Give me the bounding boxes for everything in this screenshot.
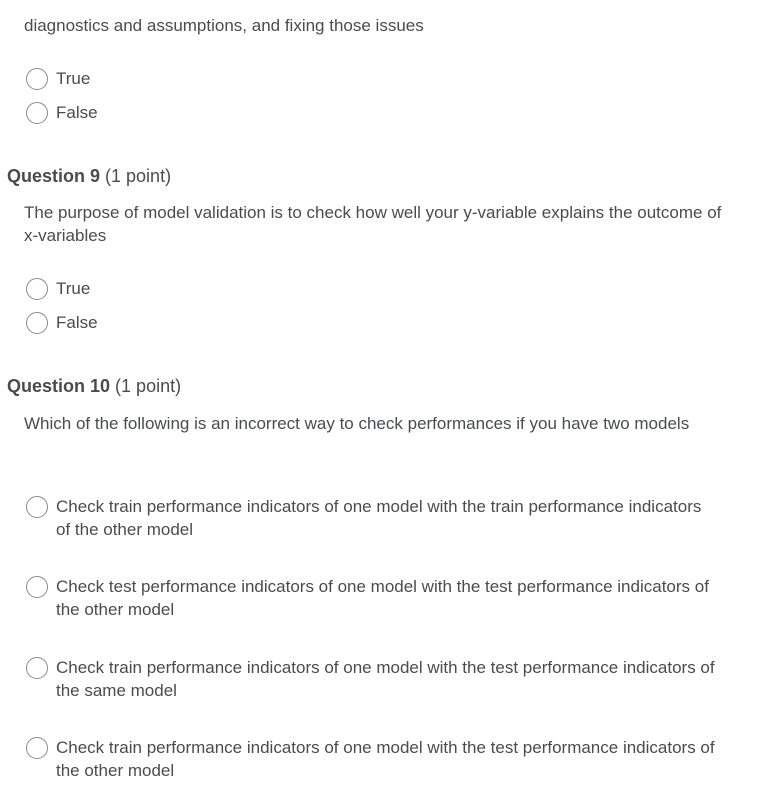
question-10-option-2[interactable] [26,575,716,621]
option-label: Check train performance indicators of one model with the test performance indicators of the other model [56,738,715,780]
question-10-option-4[interactable] [26,736,716,782]
option-label: Check train performance indicators of one model with the test performance indicators of the same model [56,658,715,700]
radio-button[interactable] [26,102,48,124]
radio-button[interactable] [26,657,48,679]
option-label: False [56,313,98,332]
question-9-stem: The purpose of model validation is to check how well your y-variable explains the outcome of x-variables [24,203,722,245]
option-label: Check train performance indicators of one model with the train performance indicators of the other model [56,497,702,539]
question-points: (1 point) [105,166,172,186]
question-10-stem: Which of the following is an incorrect way to check performances if you have two models [24,414,690,433]
radio-button[interactable] [26,68,48,90]
question-9-header [7,165,171,187]
question-10-option-3[interactable] [26,656,716,702]
question-title: Question 9 [7,166,101,186]
radio-button[interactable] [26,496,48,518]
question-8-stem: diagnostics and assumptions, and fixing those issues [24,16,424,35]
radio-button[interactable] [26,312,48,334]
option-label: True [56,279,91,298]
option-label: Check test performance indicators of one model with the test performance indicators of the other model [56,577,709,619]
question-9-option-true[interactable] [26,277,716,300]
option-label: True [56,69,91,88]
radio-button[interactable] [26,576,48,598]
radio-button[interactable] [26,737,48,759]
radio-button[interactable] [26,278,48,300]
question-10-option-1[interactable] [26,495,716,541]
option-label: False [56,103,98,122]
question-points: (1 point) [115,376,182,396]
question-9-option-false[interactable] [26,311,716,334]
question-8-option-true[interactable] [26,67,716,90]
question-title: Question 10 [7,376,111,396]
question-8-option-false[interactable] [26,101,716,124]
question-10-header [7,375,181,397]
